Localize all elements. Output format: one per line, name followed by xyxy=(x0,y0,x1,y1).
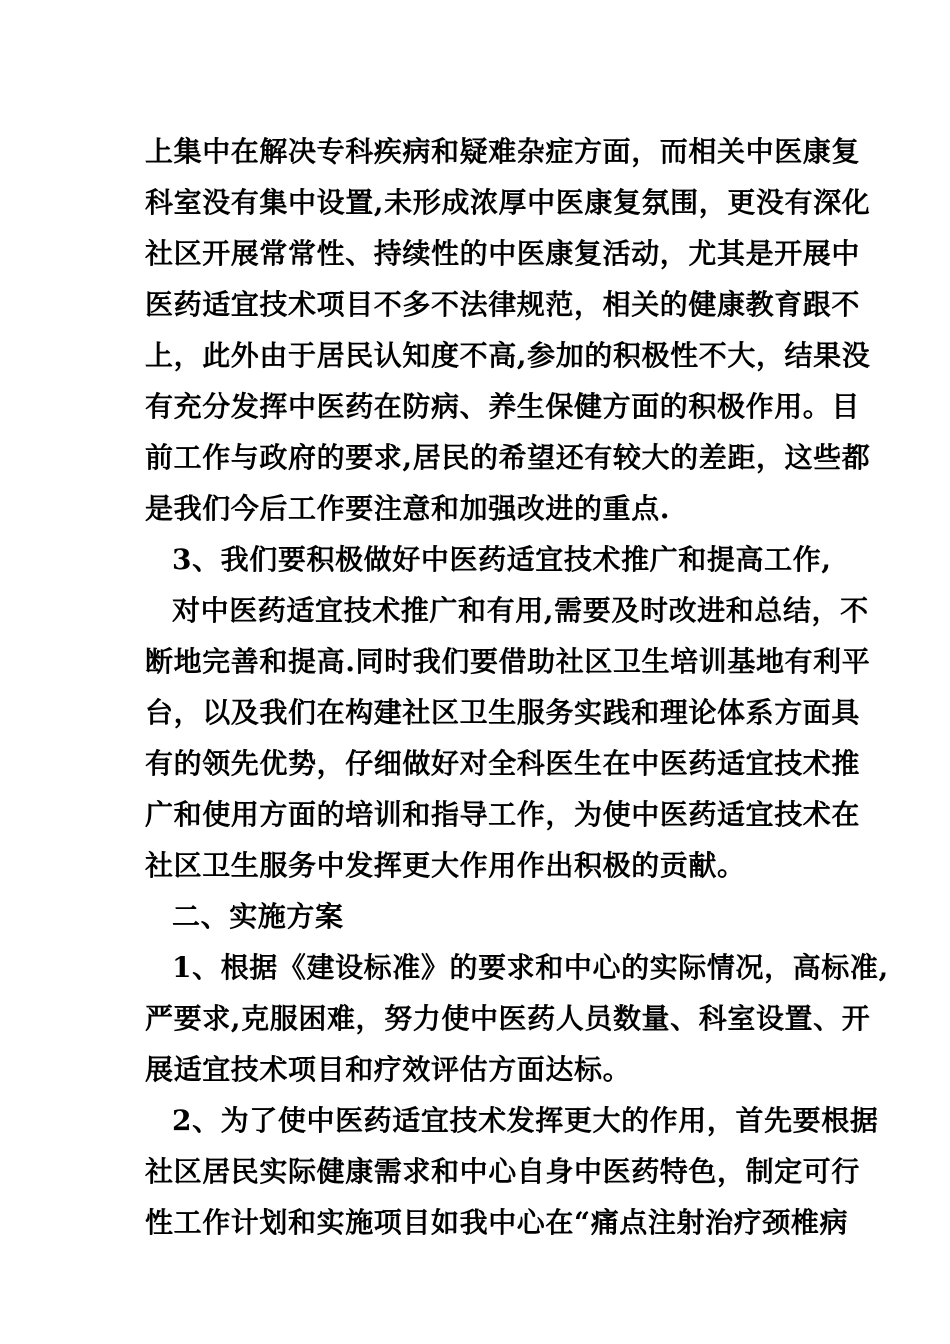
text-line: 上，此外由于居民认知度不高,参加的积极性不大，结果没 xyxy=(145,339,871,372)
text-line: 科室没有集中设置,未形成浓厚中医康复氛围，更没有深化 xyxy=(145,186,871,219)
text-line: 严要求,克服困难，努力使中医药人员数量、科室设置、开 xyxy=(145,1002,871,1035)
text-line: 有充分发挥中医药在防病、养生保健方面的积极作用。目 xyxy=(145,390,861,423)
text-line: 台，以及我们在构建社区卫生服务实践和理论体系方面具 xyxy=(145,696,861,729)
text-line: 上集中在解决专科疾病和疑难杂症方面，而相关中医康复 xyxy=(145,135,861,168)
text-line: 广和使用方面的培训和指导工作，为使中医药适宜技术在 xyxy=(145,798,861,831)
text-line: 医药适宜技术项目不多不法律规范，相关的健康教育跟不 xyxy=(145,288,861,321)
section-heading: 3、我们要积极做好中医药适宜技术推广和提高工作, xyxy=(172,543,832,576)
section-heading: 二、实施方案 xyxy=(172,900,344,933)
text-line: 是我们今后工作要注意和加强改进的重点. xyxy=(145,492,671,525)
text-line: 有的领先优势，仔细做好对全科医生在中医药适宜技术推 xyxy=(145,747,861,780)
text-line: 断地完善和提高.同时我们要借助社区卫生培训基地有利平 xyxy=(145,645,871,678)
text-line: 社区卫生服务中发挥更大作用作出积极的贡献。 xyxy=(145,849,746,882)
text-line: 前工作与政府的要求,居民的希望还有较大的差距，这些都 xyxy=(145,441,871,474)
text-line: 2、为了使中医药适宜技术发挥更大的作用，首先要根据 xyxy=(172,1104,879,1137)
text-line: 社区开展常常性、持续性的中医康复活动，尤其是开展中 xyxy=(145,237,861,270)
text-line: 对中医药适宜技术推广和有用,需要及时改进和总结，不 xyxy=(172,594,869,627)
text-line: 社区居民实际健康需求和中心自身中医药特色，制定可行 xyxy=(145,1155,861,1188)
text-line: 性工作计划和实施项目如我中心在“痛点注射治疗颈椎病 xyxy=(145,1206,849,1239)
text-line: 展适宜技术项目和疗效评估方面达标。 xyxy=(145,1053,632,1086)
text-line: 1、根据《建设标准》的要求和中心的实际情况，高标准, xyxy=(172,951,889,984)
